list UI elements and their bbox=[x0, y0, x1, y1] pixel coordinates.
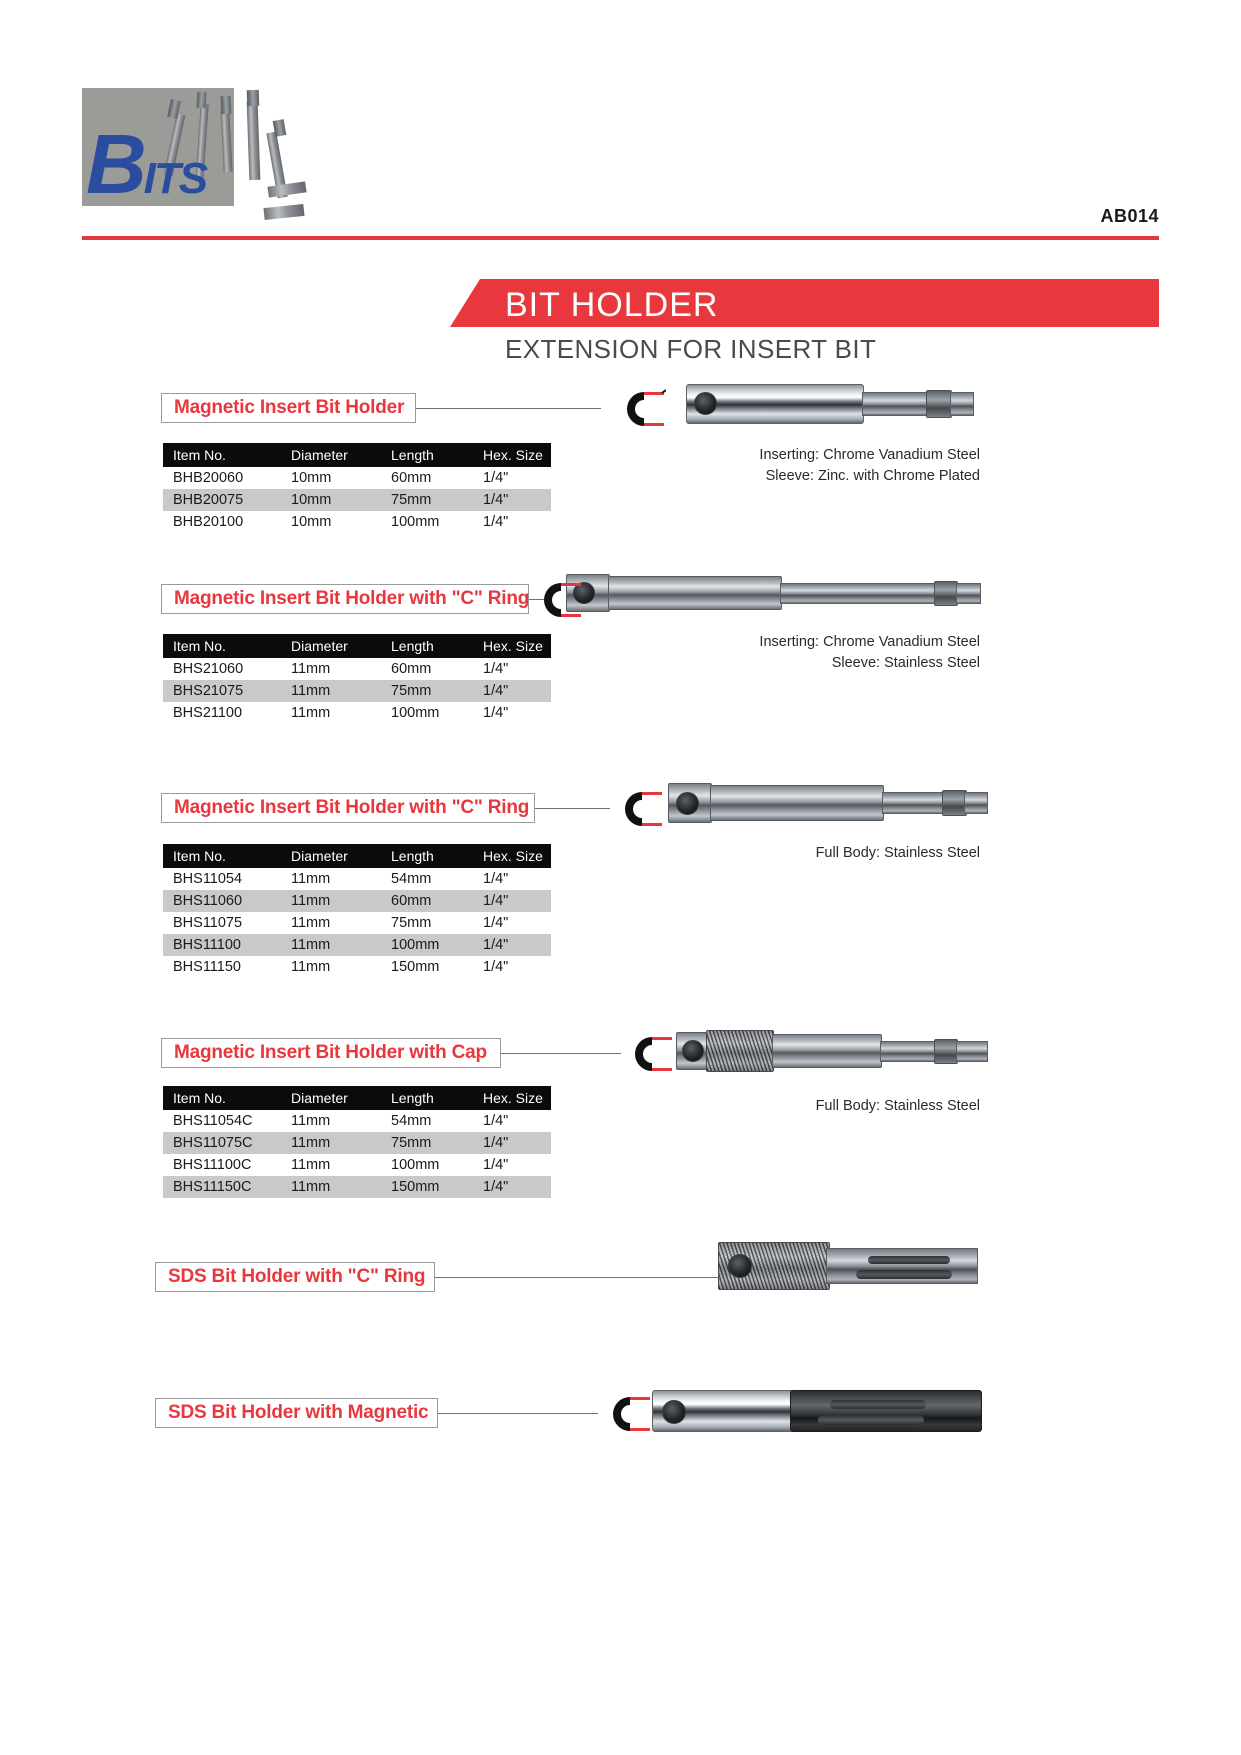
magnet-icon-6 bbox=[600, 1394, 652, 1434]
cell-length: 75mm bbox=[381, 680, 473, 702]
product-spec-1 bbox=[720, 445, 980, 487]
cell-diameter: 11mm bbox=[281, 1154, 381, 1176]
cell-hex-size: 1/4" bbox=[473, 1154, 551, 1176]
table-row bbox=[163, 912, 551, 934]
cell-item-no: BHS11075 bbox=[163, 912, 281, 934]
cell-item-no: BHS21100 bbox=[163, 702, 281, 724]
cell-hex-size: 1/4" bbox=[473, 658, 551, 680]
cell-hex-size: 1/4" bbox=[473, 702, 551, 724]
logo-wordmark bbox=[86, 117, 207, 221]
cell-length: 75mm bbox=[381, 1132, 473, 1154]
product-spec-4 bbox=[720, 1096, 980, 1117]
cell-diameter: 11mm bbox=[281, 1176, 381, 1198]
table-row bbox=[163, 467, 551, 489]
leader-line-1 bbox=[416, 408, 601, 409]
table-row bbox=[163, 956, 551, 978]
cell-diameter: 11mm bbox=[281, 702, 381, 724]
cell-diameter: 11mm bbox=[281, 1132, 381, 1154]
magnet-icon-3 bbox=[612, 789, 664, 829]
cell-item-no: BHS11100 bbox=[163, 934, 281, 956]
cell-length: 60mm bbox=[381, 467, 473, 489]
table-row bbox=[163, 680, 551, 702]
table-header-row bbox=[163, 844, 551, 868]
cell-length: 54mm bbox=[381, 868, 473, 890]
col-item-no: Item No. bbox=[163, 1086, 281, 1110]
cell-diameter: 11mm bbox=[281, 890, 381, 912]
table-row bbox=[163, 658, 551, 680]
product-image-4 bbox=[676, 1028, 988, 1076]
product-table-3 bbox=[163, 844, 551, 978]
header-divider-rule bbox=[82, 236, 1159, 240]
col-item-no: Item No. bbox=[163, 844, 281, 868]
product-image-2 bbox=[566, 570, 986, 616]
col-item-no: Item No. bbox=[163, 634, 281, 658]
spec-line: Sleeve: Stainless Steel bbox=[831, 655, 980, 672]
table-row bbox=[163, 702, 551, 724]
col-hex-size: Hex. Size bbox=[473, 1086, 551, 1110]
cell-item-no: BHS11060 bbox=[163, 890, 281, 912]
cell-hex-size: 1/4" bbox=[473, 934, 551, 956]
magnet-icon-2 bbox=[531, 580, 583, 620]
table-row bbox=[163, 1110, 551, 1132]
table-header-row bbox=[163, 443, 551, 467]
leader-line-5 bbox=[435, 1277, 720, 1278]
cell-hex-size: 1/4" bbox=[473, 1110, 551, 1132]
col-diameter: Diameter bbox=[281, 844, 381, 868]
cell-item-no: BHS11150 bbox=[163, 956, 281, 978]
col-diameter: Diameter bbox=[281, 634, 381, 658]
section-label-6: SDS Bit Holder with Magnetic bbox=[155, 1398, 438, 1428]
cell-length: 100mm bbox=[381, 934, 473, 956]
cell-diameter: 10mm bbox=[281, 511, 381, 533]
leader-line-4 bbox=[501, 1053, 621, 1054]
cell-item-no: BHS21060 bbox=[163, 658, 281, 680]
col-length: Length bbox=[381, 1086, 473, 1110]
table-row bbox=[163, 1132, 551, 1154]
table-row bbox=[163, 1154, 551, 1176]
cell-hex-size: 1/4" bbox=[473, 467, 551, 489]
cell-length: 100mm bbox=[381, 1154, 473, 1176]
leader-line-6 bbox=[438, 1413, 598, 1414]
cell-item-no: BHS11100C bbox=[163, 1154, 281, 1176]
spec-line: Full Body: Stainless Steel bbox=[815, 845, 980, 861]
section-label-2: Magnetic Insert Bit Holder with "C" Ring bbox=[161, 584, 529, 614]
col-length: Length bbox=[381, 844, 473, 868]
page-code: AB014 bbox=[1100, 206, 1159, 226]
col-hex-size: Hex. Size bbox=[473, 844, 551, 868]
col-hex-size: Hex. Size bbox=[473, 634, 551, 658]
cell-diameter: 11mm bbox=[281, 658, 381, 680]
cell-diameter: 11mm bbox=[281, 680, 381, 702]
cell-length: 60mm bbox=[381, 658, 473, 680]
table-row bbox=[163, 868, 551, 890]
cell-hex-size: 1/4" bbox=[473, 890, 551, 912]
col-length: Length bbox=[381, 634, 473, 658]
product-spec-2 bbox=[720, 632, 980, 674]
product-table-1 bbox=[163, 443, 551, 533]
logo-letter-b: B bbox=[86, 117, 144, 211]
cell-hex-size: 1/4" bbox=[473, 956, 551, 978]
page-subtitle: EXTENSION FOR INSERT BIT bbox=[505, 334, 877, 364]
table-header-row bbox=[163, 1086, 551, 1110]
table-row bbox=[163, 890, 551, 912]
spec-line: Inserting: Chrome Vanadium Steel bbox=[759, 634, 980, 650]
product-spec-3 bbox=[720, 843, 980, 864]
cell-item-no: BHS11150C bbox=[163, 1176, 281, 1198]
logo-letters-its: ITS bbox=[143, 154, 207, 203]
brand-logo bbox=[82, 88, 282, 228]
table-row bbox=[163, 489, 551, 511]
cell-hex-size: 1/4" bbox=[473, 868, 551, 890]
col-diameter: Diameter bbox=[281, 443, 381, 467]
section-label-1: Magnetic Insert Bit Holder bbox=[161, 393, 416, 423]
cell-hex-size: 1/4" bbox=[473, 1176, 551, 1198]
cell-diameter: 11mm bbox=[281, 1110, 381, 1132]
cell-hex-size: 1/4" bbox=[473, 1132, 551, 1154]
section-label-3: Magnetic Insert Bit Holder with "C" Ring bbox=[161, 793, 535, 823]
product-table-2 bbox=[163, 634, 551, 724]
product-table-4 bbox=[163, 1086, 551, 1198]
product-image-6 bbox=[652, 1386, 982, 1442]
table-row bbox=[163, 934, 551, 956]
spec-line: Sleeve: Zinc. with Chrome Plated bbox=[765, 468, 980, 485]
cell-length: 150mm bbox=[381, 956, 473, 978]
cell-item-no: BHS21075 bbox=[163, 680, 281, 702]
cell-length: 100mm bbox=[381, 702, 473, 724]
cell-diameter: 10mm bbox=[281, 467, 381, 489]
cell-diameter: 10mm bbox=[281, 489, 381, 511]
cell-length: 100mm bbox=[381, 511, 473, 533]
page-title: BIT HOLDER bbox=[505, 286, 719, 324]
cell-diameter: 11mm bbox=[281, 934, 381, 956]
cell-length: 60mm bbox=[381, 890, 473, 912]
section-label-5: SDS Bit Holder with "C" Ring bbox=[155, 1262, 435, 1292]
cell-item-no: BHS11075C bbox=[163, 1132, 281, 1154]
col-length: Length bbox=[381, 443, 473, 467]
cell-diameter: 11mm bbox=[281, 956, 381, 978]
cell-length: 75mm bbox=[381, 489, 473, 511]
cell-diameter: 11mm bbox=[281, 868, 381, 890]
spec-line: Full Body: Stainless Steel bbox=[815, 1098, 980, 1114]
cell-item-no: BHB20075 bbox=[163, 489, 281, 511]
col-item-no: Item No. bbox=[163, 443, 281, 467]
spec-line: Inserting: Chrome Vanadium Steel bbox=[759, 447, 980, 463]
cell-hex-size: 1/4" bbox=[473, 511, 551, 533]
cell-length: 54mm bbox=[381, 1110, 473, 1132]
cell-item-no: BHS11054 bbox=[163, 868, 281, 890]
cell-item-no: BHB20060 bbox=[163, 467, 281, 489]
table-header-row bbox=[163, 634, 551, 658]
table-row bbox=[163, 511, 551, 533]
cell-hex-size: 1/4" bbox=[473, 912, 551, 934]
cell-item-no: BHB20100 bbox=[163, 511, 281, 533]
leader-line-3 bbox=[535, 808, 610, 809]
cell-hex-size: 1/4" bbox=[473, 680, 551, 702]
cell-length: 150mm bbox=[381, 1176, 473, 1198]
section-label-4: Magnetic Insert Bit Holder with Cap bbox=[161, 1038, 501, 1068]
cell-diameter: 11mm bbox=[281, 912, 381, 934]
cell-hex-size: 1/4" bbox=[473, 489, 551, 511]
product-image-3 bbox=[668, 780, 988, 828]
col-hex-size: Hex. Size bbox=[473, 443, 551, 467]
cell-length: 75mm bbox=[381, 912, 473, 934]
cell-item-no: BHS11054C bbox=[163, 1110, 281, 1132]
col-diameter: Diameter bbox=[281, 1086, 381, 1110]
magnet-icon-1 bbox=[614, 389, 666, 429]
product-image-1 bbox=[686, 381, 986, 427]
product-image-5 bbox=[718, 1240, 978, 1300]
magnet-icon-4 bbox=[622, 1034, 674, 1074]
table-row bbox=[163, 1176, 551, 1198]
